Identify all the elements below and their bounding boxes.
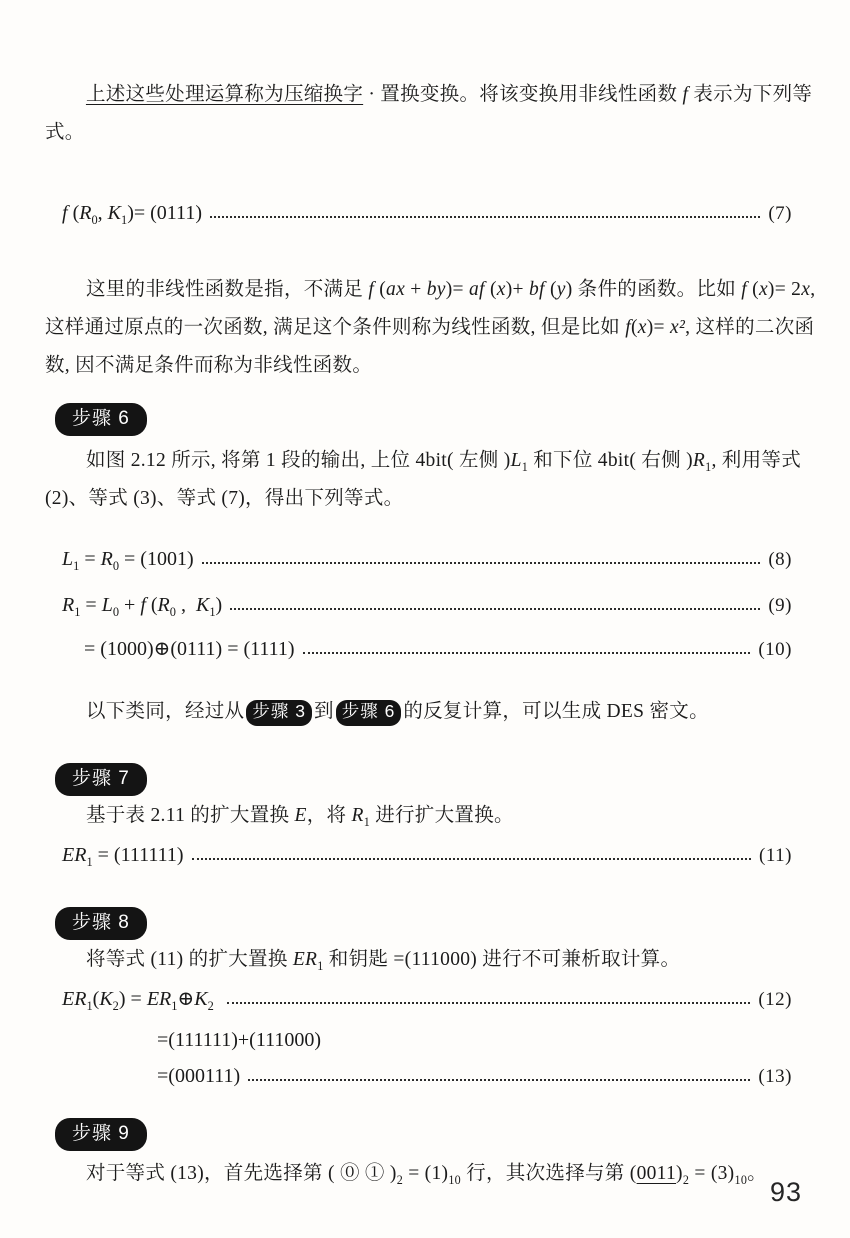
equation-13-body: =(000111) bbox=[157, 1065, 241, 1087]
step-9-badge: 步骤 9 bbox=[55, 1118, 147, 1151]
equation-13-number: (13) bbox=[758, 1066, 792, 1087]
equation-12-body: $ER_1(K_2)$ = $ER_1\oplus K_2$ bbox=[62, 988, 214, 1013]
equation-12 bbox=[62, 984, 792, 1015]
step-8-badge: 步骤 8 bbox=[55, 907, 147, 940]
step-6-badge: 步骤 6 bbox=[55, 403, 147, 436]
dotted-leader bbox=[192, 858, 752, 860]
page-number: 93 bbox=[769, 1177, 802, 1207]
equation-12-line2 bbox=[157, 1025, 792, 1055]
step-7-badge: 步骤 7 bbox=[55, 763, 147, 796]
equation-9-body: $R_1 = L_0 + f$ ($R_0$ , $K_1$) bbox=[62, 594, 223, 619]
equation-10-body: = (1000)⊕(0111) = (1111) bbox=[84, 638, 295, 660]
intro-paragraph: 上述这些处理运算称为压缩换字 · 置换变换。将该变换用非线性函数 f 表示为下列等式。 bbox=[45, 84, 813, 143]
step-6-paragraph: 如图 2.12 所示, 将第 1 段的输出, 上位 4bit( 左侧 )$L_1$ 和下位 4bit( 右侧 )$R_1$, 利用等式 (2)、等式 (3)、等式 (7)，得出下列等式。 bbox=[45, 450, 802, 509]
equation-7-number: (7) bbox=[768, 203, 792, 224]
dotted-leader bbox=[230, 608, 760, 610]
dotted-leader bbox=[248, 1079, 750, 1081]
equation-13 bbox=[157, 1061, 792, 1092]
step-8-paragraph: 将等式 (11) 的扩大置换 $ER_1$ 和钥匙 =(111000) 进行不可兼析取计算。 bbox=[85, 949, 681, 973]
equation-11 bbox=[62, 840, 792, 871]
dotted-leader bbox=[210, 216, 760, 218]
step-9-paragraph: 对于等式 (13)，首先选择第 ( ⓪ ① )$_2 = (1)_{10}$ 行，其次选择与第 $(0011)_2 = (3)_{10}$。 bbox=[85, 1163, 767, 1187]
equation-7 bbox=[62, 198, 792, 229]
equation-10 bbox=[84, 634, 792, 665]
nonlinear-paragraph: 这里的非线性函数是指，不满足 f (ax + by)= af (x)+ bf (y) 条件的函数。比如 f (x)= 2x, 这样通过原点的一次函数, 满足这个条件则称为线性函数, 但是比如 f(x)= x², 这样的二次函数, 因不满足条件而称为非线性函数。 bbox=[45, 279, 816, 376]
equation-12-line2-body: =(111111)+(111000) bbox=[157, 1029, 322, 1051]
repeat-calculation-paragraph: 以下类同，经过从 步骤 3 到 步骤 6 的反复计算，可以生成 DES 密文。 bbox=[45, 693, 830, 731]
step-7-paragraph: 基于表 2.11 的扩大置换 E，将 $R_1$ 进行扩大置换。 bbox=[85, 805, 514, 829]
equation-10-number: (10) bbox=[758, 639, 792, 660]
equation-11-body: $ER_1 = (111111)$ bbox=[62, 844, 184, 869]
equation-9-number: (9) bbox=[768, 595, 792, 616]
equation-9 bbox=[62, 590, 792, 621]
equation-8 bbox=[62, 544, 792, 575]
dotted-leader bbox=[303, 652, 751, 654]
dotted-leader bbox=[227, 1002, 751, 1004]
dotted-leader bbox=[202, 562, 761, 564]
equation-11-number: (11) bbox=[759, 845, 792, 866]
equation-8-body: $L_1 = R_0 = (1001)$ bbox=[62, 548, 194, 573]
equation-12-number: (12) bbox=[758, 989, 792, 1010]
equation-8-number: (8) bbox=[768, 549, 792, 570]
equation-7-body: f ($R_0$, $K_1)= (0111)$ bbox=[62, 202, 202, 227]
